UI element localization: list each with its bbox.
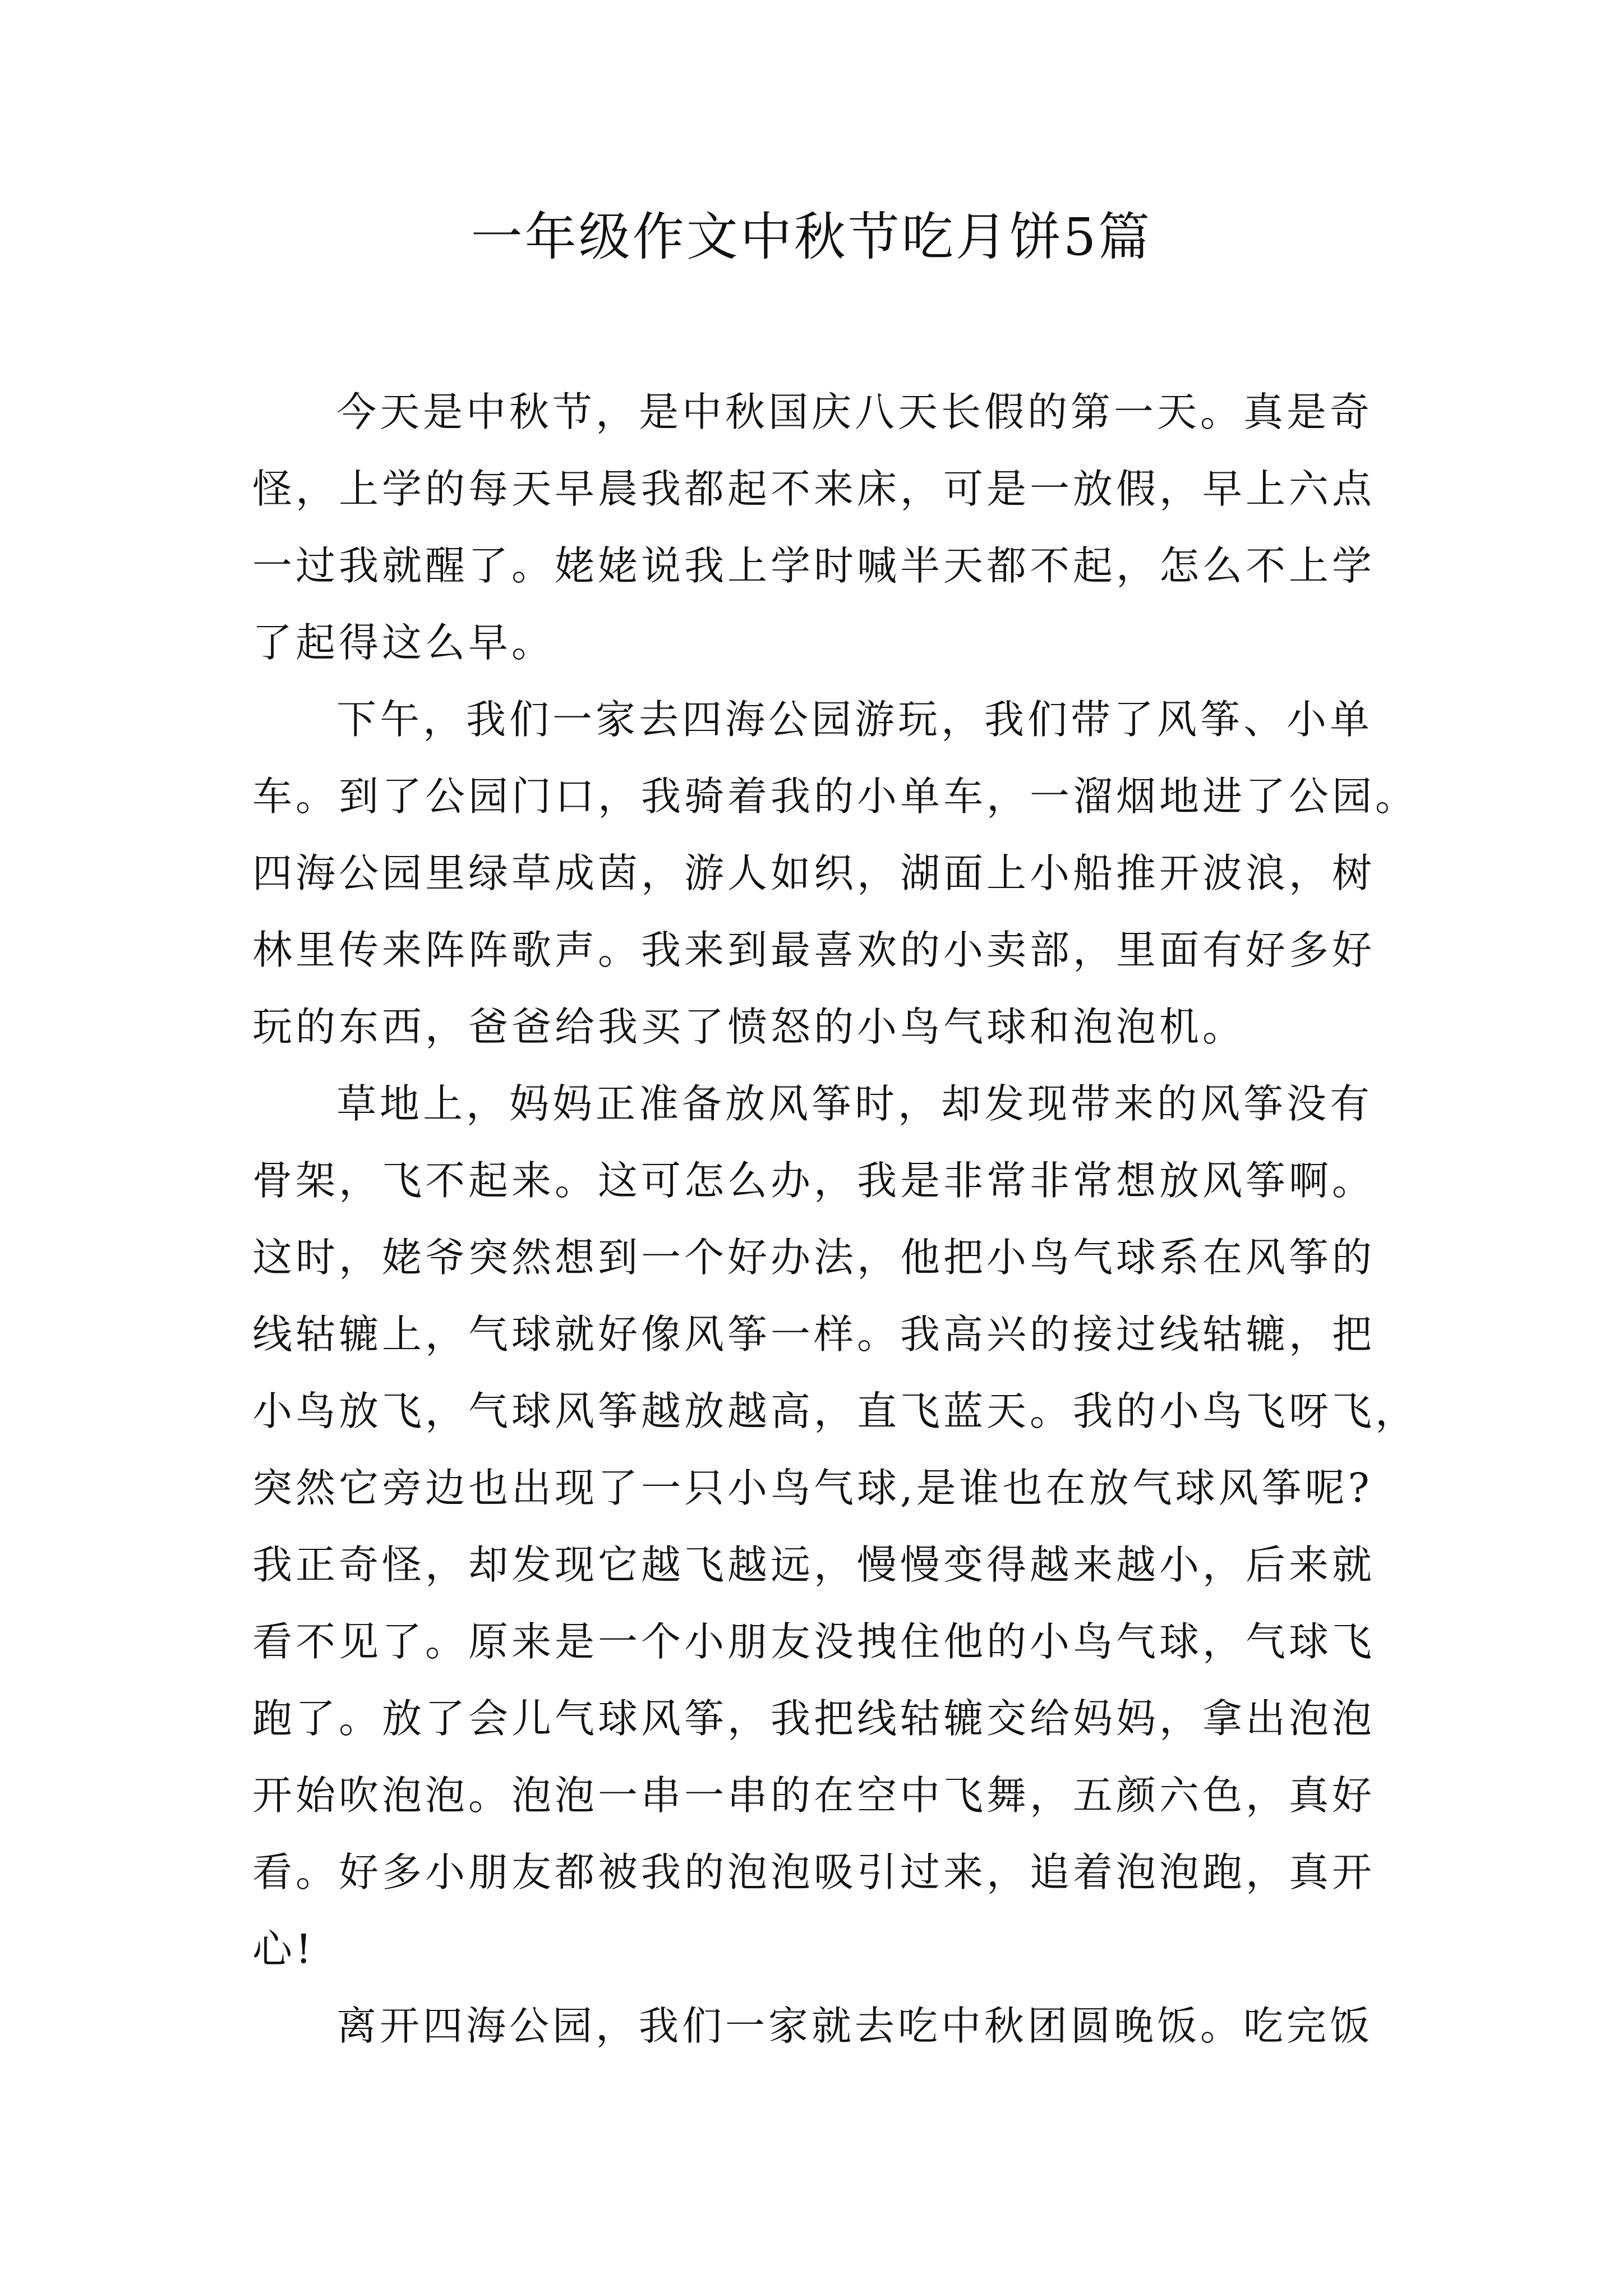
paragraph-3-line-6: 突然它旁边也出现了一只小鸟气球,是谁也在放气球风筝呢? bbox=[252, 1465, 1373, 1511]
document-title: 一年级作文中秋节吃月饼5篇 bbox=[471, 207, 1152, 267]
paragraph-3-line-7: 我正奇怪，却发现它越飞越远，慢慢变得越来越小，后来就 bbox=[252, 1542, 1376, 1588]
paragraph-3-line-8: 看不见了。原来是一个小朋友没拽住他的小鸟气球，气球飞 bbox=[252, 1618, 1376, 1665]
paragraph-3-line-1: 草地上，妈妈正准备放风筝时，却发现带来的风筝没有 bbox=[336, 1080, 1373, 1127]
paragraph-2-line-1: 下午，我们一家去四海公园游玩，我们带了风筝、小单 bbox=[336, 696, 1373, 743]
paragraph-1-line-1: 今天是中秋节，是中秋国庆八天长假的第一天。真是奇 bbox=[336, 389, 1373, 435]
paragraph-3-line-4: 线轱辘上，气球就好像风筝一样。我高兴的接过线轱辘，把 bbox=[252, 1311, 1376, 1358]
paragraph-3-line-12: 心! bbox=[252, 1926, 315, 1972]
paragraph-3-line-5: 小鸟放飞，气球风筝越放越高，直飞蓝天。我的小鸟飞呀飞， bbox=[252, 1388, 1419, 1434]
paragraph-1-line-2: 怪，上学的每天早晨我都起不来床，可是一放假，早上六点 bbox=[252, 466, 1376, 512]
paragraph-2-line-5: 玩的东西，爸爸给我买了愤怒的小鸟气球和泡泡机。 bbox=[252, 1004, 1246, 1050]
paragraph-3-line-3: 这时，姥爷突然想到一个好办法，他把小鸟气球系在风筝的 bbox=[252, 1234, 1376, 1281]
paragraph-3-line-11: 看。好多小朋友都被我的泡泡吸引过来，追着泡泡跑，真开 bbox=[252, 1849, 1376, 1895]
paragraph-3-line-2: 骨架，飞不起来。这可怎么办，我是非常非常想放风筝啊。 bbox=[252, 1157, 1376, 1204]
paragraph-2-line-2: 车。到了公园门口，我骑着我的小单车，一溜烟地进了公园。 bbox=[252, 773, 1419, 820]
paragraph-3-line-9: 跑了。放了会儿气球风筝，我把线轱辘交给妈妈，拿出泡泡 bbox=[252, 1695, 1376, 1742]
paragraph-2-line-4: 林里传来阵阵歌声。我来到最喜欢的小卖部，里面有好多好 bbox=[252, 927, 1376, 973]
paragraph-4-line-1: 离开四海公园，我们一家就去吃中秋团圆晚饭。吃完饭 bbox=[336, 2003, 1373, 2049]
paragraph-1-line-3: 一过我就醒了。姥姥说我上学时喊半天都不起，怎么不上学 bbox=[252, 542, 1376, 589]
paragraph-1-line-4: 了起得这么早。 bbox=[252, 619, 555, 666]
paragraph-3-line-10: 开始吹泡泡。泡泡一串一串的在空中飞舞，五颜六色，真好 bbox=[252, 1772, 1376, 1819]
paragraph-2-line-3: 四海公园里绿草成茵，游人如织，湖面上小船推开波浪，树 bbox=[252, 850, 1376, 896]
